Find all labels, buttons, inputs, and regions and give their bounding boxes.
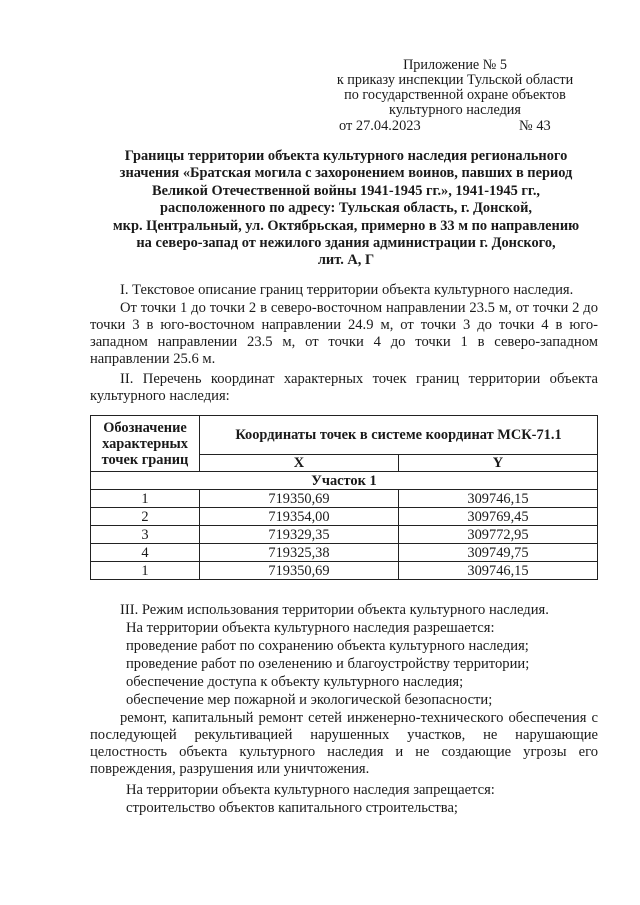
- point-cell: 2: [91, 508, 200, 526]
- appendix-line: культурного наследия: [389, 102, 521, 118]
- title-line: мкр. Центральный, ул. Октябрьская, примерно в 33 м по направлению: [112, 217, 580, 234]
- section-2-heading: II. Перечень координат характерных точек границ территории объекта культурного наследия:: [90, 371, 598, 404]
- allowed-item: обеспечение мер пожарной и экологической безопасности;: [126, 692, 493, 708]
- point-cell: 1: [91, 562, 200, 580]
- appendix-line: Приложение № 5: [403, 57, 507, 73]
- y-cell: 309772,95: [398, 526, 597, 544]
- x-cell: 719329,35: [200, 526, 399, 544]
- table-row: [91, 508, 598, 526]
- y-cell: 309746,15: [398, 562, 597, 580]
- coords-system-header: Координаты точек в системе координат МСК-71.1: [200, 416, 598, 455]
- allowed-item: проведение работ по сохранению объекта культурного наследия;: [126, 638, 529, 654]
- section-1-heading: I. Текстовое описание границ территории объекта культурного наследия.: [120, 282, 574, 298]
- repair-text: ремонт, капитальный ремонт сетей инженерно-технического обеспечения с последующей рекультивацией нарушенных участков, не нарушающие целостность объекта культурного наследия и не создающие угрозы его повреждения, разрушения или уничтожения.: [90, 710, 598, 777]
- x-cell: 719325,38: [200, 544, 399, 562]
- x-cell: 719350,69: [200, 490, 399, 508]
- table-row: [91, 490, 598, 508]
- section-3-heading: III. Режим использования территории объекта культурного наследия.: [120, 602, 549, 618]
- title-line: значения «Братская могила с захоронением воинов, павших в период: [119, 165, 573, 182]
- point-cell: 4: [91, 544, 200, 562]
- col-x-header: X: [200, 455, 399, 472]
- title-line: лит. А, Г: [317, 252, 375, 269]
- table-row: [91, 544, 598, 562]
- allowed-item: проведение работ по озеленению и благоустройству территории;: [126, 656, 530, 672]
- title-line: Великой Отечественной войны 1941-1945 гг.», 1941-1945 гг.,: [151, 182, 541, 199]
- allowed-intro: На территории объекта культурного наследия разрешается:: [126, 620, 495, 636]
- y-cell: 309769,45: [398, 508, 597, 526]
- forbidden-intro: На территории объекта культурного наследия запрещается:: [126, 782, 495, 798]
- plot-label: Участок 1: [91, 472, 598, 490]
- table-row: [91, 562, 598, 580]
- col-point-header: Обозначение характерных точек границ: [91, 416, 200, 472]
- forbidden-item: строительство объектов капитального строительства;: [126, 800, 458, 816]
- order-number: № 43: [519, 118, 551, 134]
- y-cell: 309746,15: [398, 490, 597, 508]
- coordinates-table: [90, 415, 598, 580]
- appendix-line: к приказу инспекции Тульской области: [336, 72, 574, 88]
- document-title: [86, 148, 606, 270]
- table-row: [91, 526, 598, 544]
- point-cell: 3: [91, 526, 200, 544]
- x-cell: 719350,69: [200, 562, 399, 580]
- title-line: расположенного по адресу: Тульская область, г. Донской,: [160, 200, 532, 217]
- allowed-item: обеспечение доступа к объекту культурного наследия;: [126, 674, 464, 690]
- y-cell: 309749,75: [398, 544, 597, 562]
- point-cell: 1: [91, 490, 200, 508]
- title-line: Границы территории объекта культурного наследия регионального: [124, 148, 568, 164]
- title-line: на северо-запад от нежилого здания администрации г. Донского,: [136, 235, 556, 252]
- col-y-header: Y: [398, 455, 597, 472]
- section-1-text: От точки 1 до точки 2 в северо-восточном направлении 23.5 м, от точки 2 до точки 3 в юго-восточном направлении 24.9 м, от точки 3 до точки 4 в юго-западном направлении 23.5 м, от точки 4 до точки 1 в северо-западном направлении 25.6 м.: [90, 300, 598, 367]
- order-date: от 27.04.2023: [339, 118, 421, 134]
- x-cell: 719354,00: [200, 508, 399, 526]
- appendix-line: по государственной охране объектов: [344, 87, 566, 103]
- appendix-block: [300, 58, 610, 118]
